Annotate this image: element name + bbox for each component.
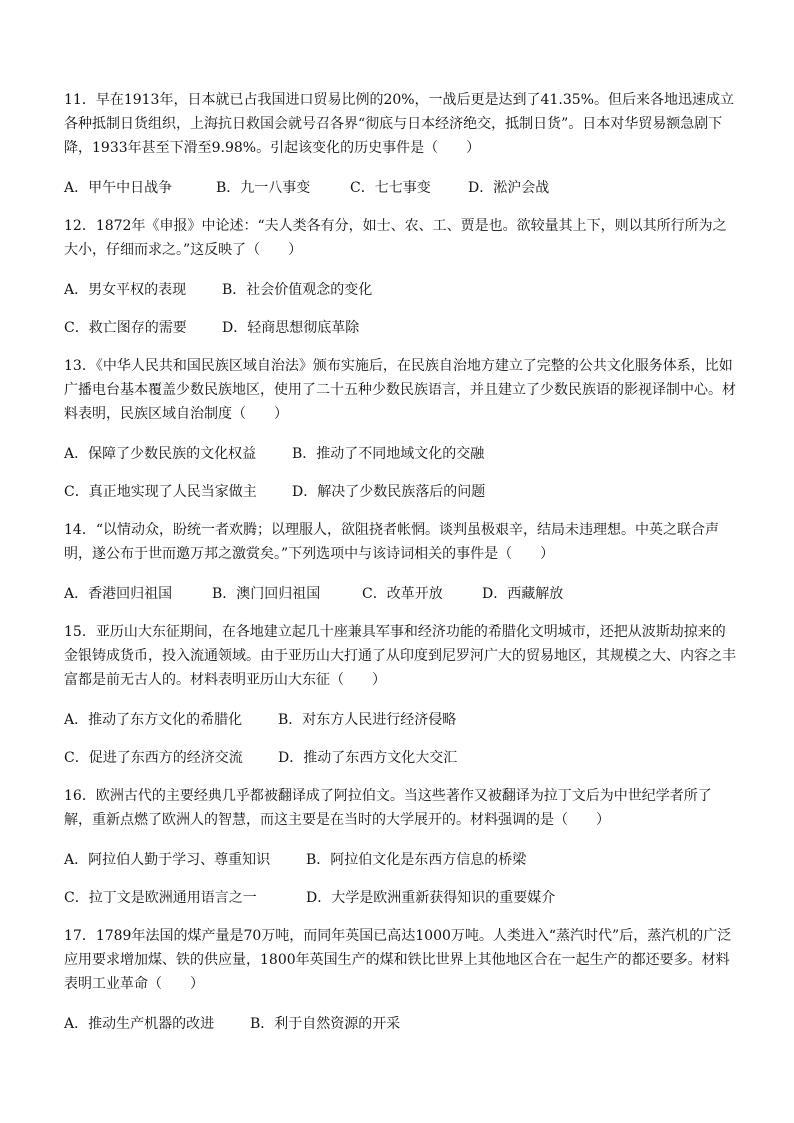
question-12-option-a: A．男女平权的表现 [64,282,187,298]
question-13-option-c: C．真正地实现了人民当家做主 [64,484,257,500]
question-15-option-b: B．对东方人民进行经济侵略 [278,712,457,728]
question-16-stem: 16．欧洲古代的主要经典几乎都被翻译成了阿拉伯文。当这些著作又被翻译为拉丁文后为中世纪学者所了解，重新点燃了欧洲人的智慧，而这主要是在当时的大学展开的。材料强调的是（ ） [64,788,712,828]
question-17-option-b: B．利于自然资源的开采 [250,1016,401,1032]
question-13-option-a: A．保障了少数民族的文化权益 [64,446,257,462]
question-12-stem: 12．1872年《申报》中论述：“夫人类各有分，如士、农、工、贾是也。欲较量其上下，则以其所行所为之大小，仔细而求之。”这反映了（ ） [64,218,727,258]
question-16-option-c: C．拉丁文是欧洲通用语言之一 [64,890,257,906]
question-16-option-a: A．阿拉伯人勤于学习、尊重知识 [64,852,271,868]
question-17-option-a: A．推动生产机器的改进 [64,1016,215,1032]
question-14-option-c: C．改革开放 [362,586,443,602]
question-15-stem: 15．亚历山大东征期间，在各地建立起几十座兼具军事和经济功能的希腊化文明城市，还把从波斯劫掠来的金银铸成货币，投入流通领域。由于亚历山大打通了从印度到尼罗河广大的贸易地区，其规模之大、内容之丰富都是前无古人的。材料表明亚历山大东征（ ） [64,624,736,688]
question-11-stem: 11．早在1913年，日本就已占我国进口贸易比例的20%，一战后更是达到了41.35%。但后来各地迅速成立各种抵制日货组织，上海抗日救国会就号召各界“彻底与日本经济绝交，抵制日货”。日本对华贸易额急剧下降，1933年甚至下滑至9.98%。引起该变化的历史事件是（ ） [64,92,734,156]
question-13-option-b: B．推动了不同地域文化的交融 [292,446,485,462]
question-11-option-a: A．甲午中日战争 [64,180,173,196]
question-11-option-c: C．七七事变 [350,180,431,196]
question-11-option-d: D．淞沪会战 [468,180,550,196]
question-12-option-b: B．社会价值观念的变化 [222,282,373,298]
question-13-stem: 13．《中华人民共和国民族区域自治法》颁布实施后，在民族自治地方建立了完整的公共文化服务体系，比如广播电台基本覆盖少数民族地区，使用了二十五种少数民族语言，并且建立了少数民族语的影视译制中心。材料表明，民族区域自治制度（ ） [64,358,736,422]
question-15-option-d: D．推动了东西方文化大交汇 [278,750,458,766]
question-13-option-d: D．解决了少数民族落后的问题 [292,484,486,500]
question-11-option-b: B．九一八事变 [216,180,311,196]
question-15-option-c: C．促进了东西方的经济交流 [64,750,243,766]
question-15-option-a: A．推动了东方文化的希腊化 [64,712,243,728]
question-16-option-d: D．大学是欧洲重新获得知识的重要媒介 [306,890,556,906]
question-14-option-b: B．澳门回归祖国 [212,586,321,602]
question-17-stem: 17．1789年法国的煤产量是70万吨，而同年英国已高达1000万吨。人类进入“蒸汽时代”后，蒸汽机的广泛应用要求增加煤、铁的供应量，1800年英国生产的煤和铁比世界上其他地区合在一起生产的都还要多。材料表明工业革命（ ） [64,928,732,992]
question-14-option-d: D．西藏解放 [482,586,564,602]
question-12-option-d: D．轻商思想彻底革除 [222,320,360,336]
question-16-option-b: B．阿拉伯文化是东西方信息的桥梁 [306,852,527,868]
question-14-stem: 14．“以情动众，盼统一者欢腾；以理服人，欲阻挠者帐惘。谈判虽极艰辛，结局未违理想。中英之联合声明，遂公布于世而邀万邦之激赏矣。”下列选项中与该诗词相关的事件是（ ） [64,522,719,562]
question-14-option-a: A．香港回归祖国 [64,586,173,602]
question-12-option-c: C．救亡图存的需要 [64,320,187,336]
